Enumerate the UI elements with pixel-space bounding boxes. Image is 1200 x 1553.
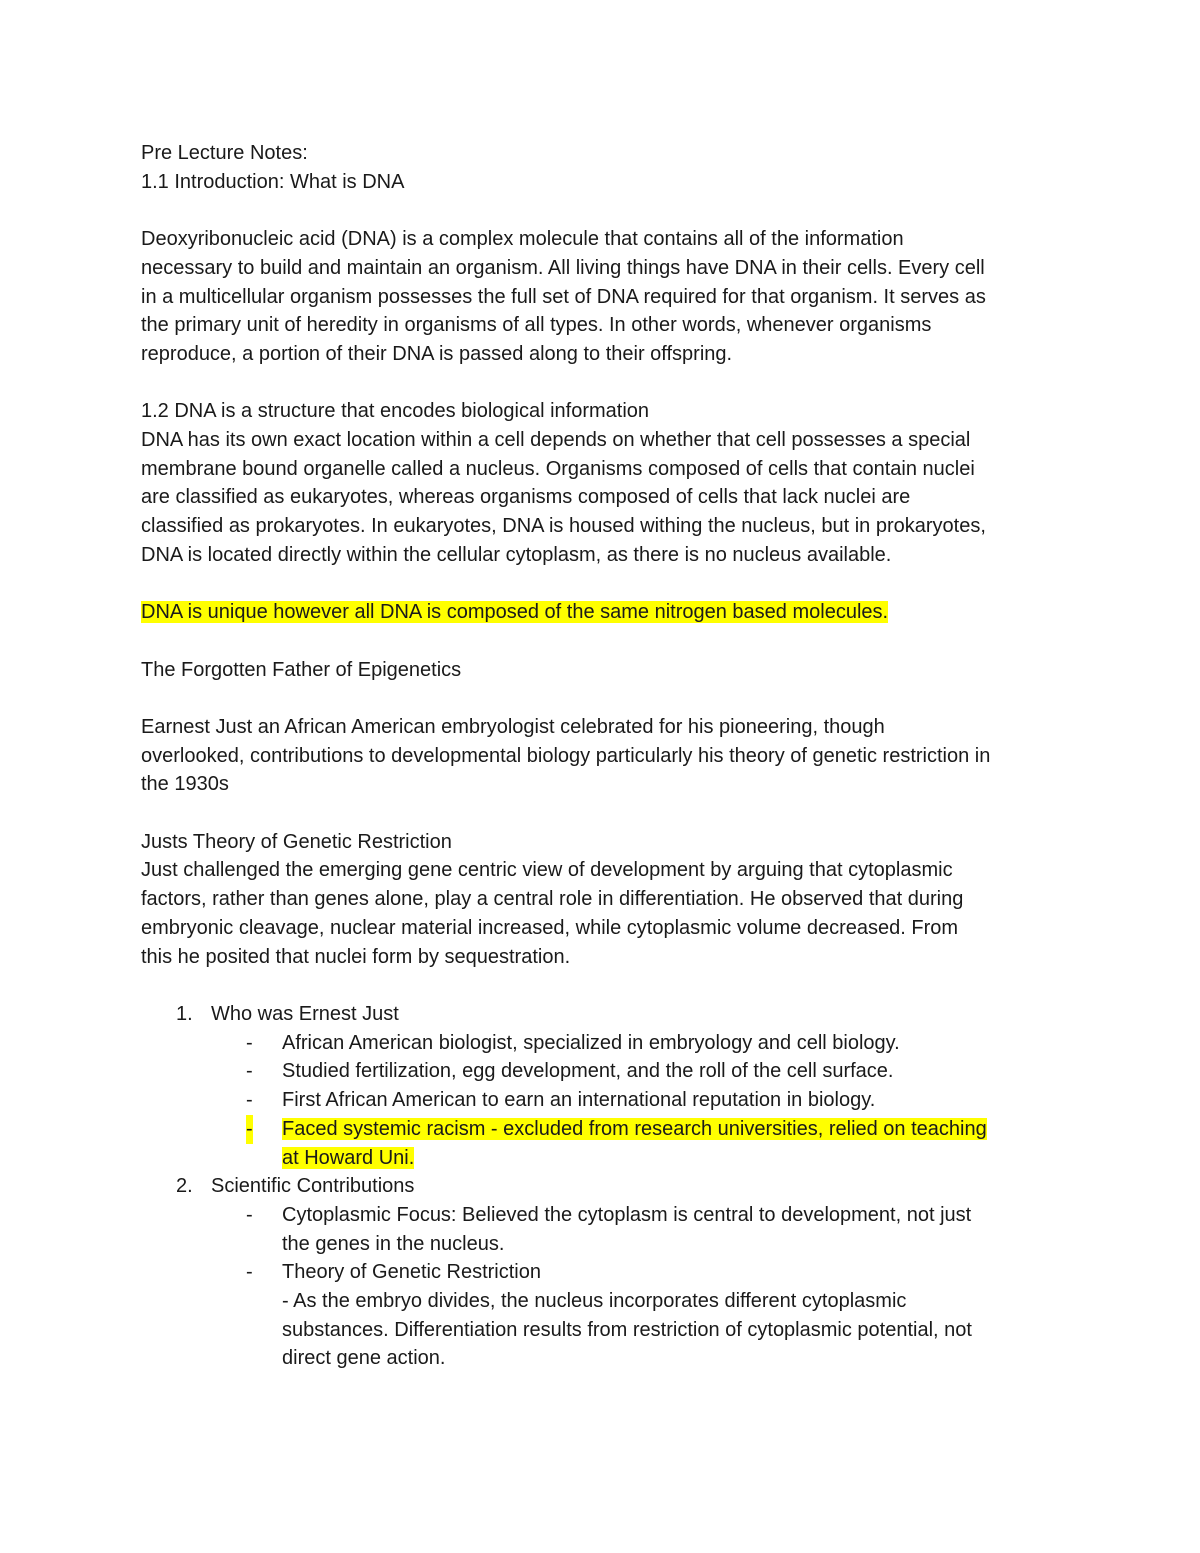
bullet-item bbox=[211, 1201, 1066, 1258]
highlighted-bullet-text: at Howard Uni. bbox=[282, 1146, 415, 1169]
list-item-title: Scientific Contributions bbox=[211, 1175, 415, 1198]
bullet-list bbox=[211, 1029, 1066, 1173]
text-line: embryonic cleavage, nuclear material increased, while cytoplasmic volume decreased. From bbox=[141, 916, 959, 939]
text-line: overlooked, contributions to developmental biology particularly his theory of genetic restriction in bbox=[141, 744, 991, 767]
text-line: are classified as eukaryotes, whereas organisms composed of cells that lack nuclei are bbox=[141, 486, 911, 509]
bullet-text: Theory of Genetic Restriction bbox=[282, 1261, 541, 1284]
text-line: this he posited that nuclei form by sequestration. bbox=[141, 945, 571, 968]
bullet-line-wrap bbox=[282, 1115, 1066, 1144]
spacer bbox=[141, 799, 1066, 828]
text-line: the 1930s bbox=[141, 773, 229, 796]
list-item bbox=[141, 1000, 1066, 1172]
section-heading-1-1: 1.1 Introduction: What is DNA bbox=[141, 170, 405, 193]
bullet-text: First African American to earn an international reputation in biology. bbox=[282, 1089, 876, 1112]
list-item bbox=[141, 1172, 1066, 1373]
bullet-text: African American biologist, specialized in embryology and cell biology. bbox=[282, 1031, 900, 1054]
bullet-text: the genes in the nucleus. bbox=[282, 1232, 505, 1255]
highlighted-paragraph bbox=[141, 598, 1066, 627]
list-number: 1. bbox=[176, 1002, 193, 1025]
text-line: DNA has its own exact location within a cell depends on whether that cell possesses a special bbox=[141, 429, 971, 451]
bullet-dash: - bbox=[246, 1261, 253, 1284]
epigenetics-title: The Forgotten Father of Epigenetics bbox=[141, 658, 462, 681]
heading-block bbox=[141, 139, 1066, 196]
list-item-title: Who was Ernest Just bbox=[211, 1002, 399, 1025]
text-line: classified as prokaryotes. In eukaryotes, DNA is housed withing the nucleus, but in prokaryotes, bbox=[141, 515, 986, 538]
spacer bbox=[141, 369, 1066, 398]
document-page bbox=[141, 139, 1066, 1373]
spacer bbox=[141, 971, 1066, 1000]
epigenetics-title-block bbox=[141, 656, 1066, 685]
bullet-dash: - bbox=[246, 1089, 253, 1112]
theory-paragraph bbox=[141, 828, 1066, 972]
spacer bbox=[141, 196, 1066, 225]
bullet-item bbox=[211, 1258, 1066, 1373]
doc-title: Pre Lecture Notes: bbox=[141, 142, 308, 164]
bullet-item bbox=[211, 1029, 1066, 1058]
text-line: the primary unit of heredity in organisms of all types. In other words, whenever organisms bbox=[141, 314, 932, 337]
bullet-item bbox=[211, 1086, 1066, 1115]
bullet-item-highlighted bbox=[211, 1115, 1066, 1172]
highlighted-text: DNA is unique however all DNA is composed of the same nitrogen based molecules. bbox=[141, 601, 889, 624]
bullet-text: direct gene action. bbox=[282, 1347, 446, 1370]
bullet-text: - As the embryo divides, the nucleus incorporates different cytoplasmic bbox=[282, 1290, 907, 1313]
text-line: Just challenged the emerging gene centric view of development by arguing that cytoplasmic bbox=[141, 859, 953, 882]
list-number: 2. bbox=[176, 1175, 193, 1198]
bullet-dash: - bbox=[246, 1203, 253, 1226]
bullet-list bbox=[211, 1201, 1066, 1373]
section-1-2-paragraph bbox=[141, 397, 1066, 569]
text-line: necessary to build and maintain an organism. All living things have DNA in their cells. Every cell bbox=[141, 256, 985, 279]
text-line: factors, rather than genes alone, play a central role in differentiation. He observed that during bbox=[141, 888, 964, 911]
spacer bbox=[141, 570, 1066, 599]
spacer bbox=[141, 684, 1066, 713]
spacer bbox=[141, 627, 1066, 656]
bullet-text: Cytoplasmic Focus: Believed the cytoplasm is central to development, not just bbox=[282, 1203, 972, 1226]
text-line: DNA is located directly within the cellular cytoplasm, as there is no nucleus available. bbox=[141, 543, 892, 566]
intro-paragraph bbox=[141, 225, 1066, 369]
text-line: reproduce, a portion of their DNA is passed along to their offspring. bbox=[141, 342, 733, 365]
bullet-dash: - bbox=[246, 1031, 253, 1054]
theory-heading: Justs Theory of Genetic Restriction bbox=[141, 830, 452, 853]
text-line: in a multicellular organism possesses the full set of DNA required for that organism. It serves as bbox=[141, 285, 986, 308]
text-line: membrane bound organelle called a nucleus. Organisms composed of cells that contain nuclei bbox=[141, 457, 975, 480]
bullet-item bbox=[211, 1057, 1066, 1086]
bullet-dash: - bbox=[246, 1115, 253, 1144]
highlighted-bullet-text: Faced systemic racism - excluded from research universities, relied on teaching bbox=[282, 1117, 987, 1140]
text-line: Deoxyribonucleic acid (DNA) is a complex molecule that contains all of the information bbox=[141, 228, 904, 251]
highlight-line-wrap bbox=[141, 598, 1066, 627]
text-line: Earnest Just an African American embryologist celebrated for his pioneering, though bbox=[141, 715, 885, 738]
just-paragraph bbox=[141, 713, 1066, 799]
bullet-dash: - bbox=[246, 1060, 253, 1083]
bullet-text: substances. Differentiation results from restriction of cytoplasmic potential, not bbox=[282, 1318, 972, 1341]
section-heading-1-2: 1.2 DNA is a structure that encodes biological information bbox=[141, 400, 650, 423]
bullet-line-wrap bbox=[282, 1144, 1066, 1173]
numbered-list bbox=[141, 1000, 1066, 1373]
bullet-text: Studied fertilization, egg development, and the roll of the cell surface. bbox=[282, 1060, 894, 1083]
